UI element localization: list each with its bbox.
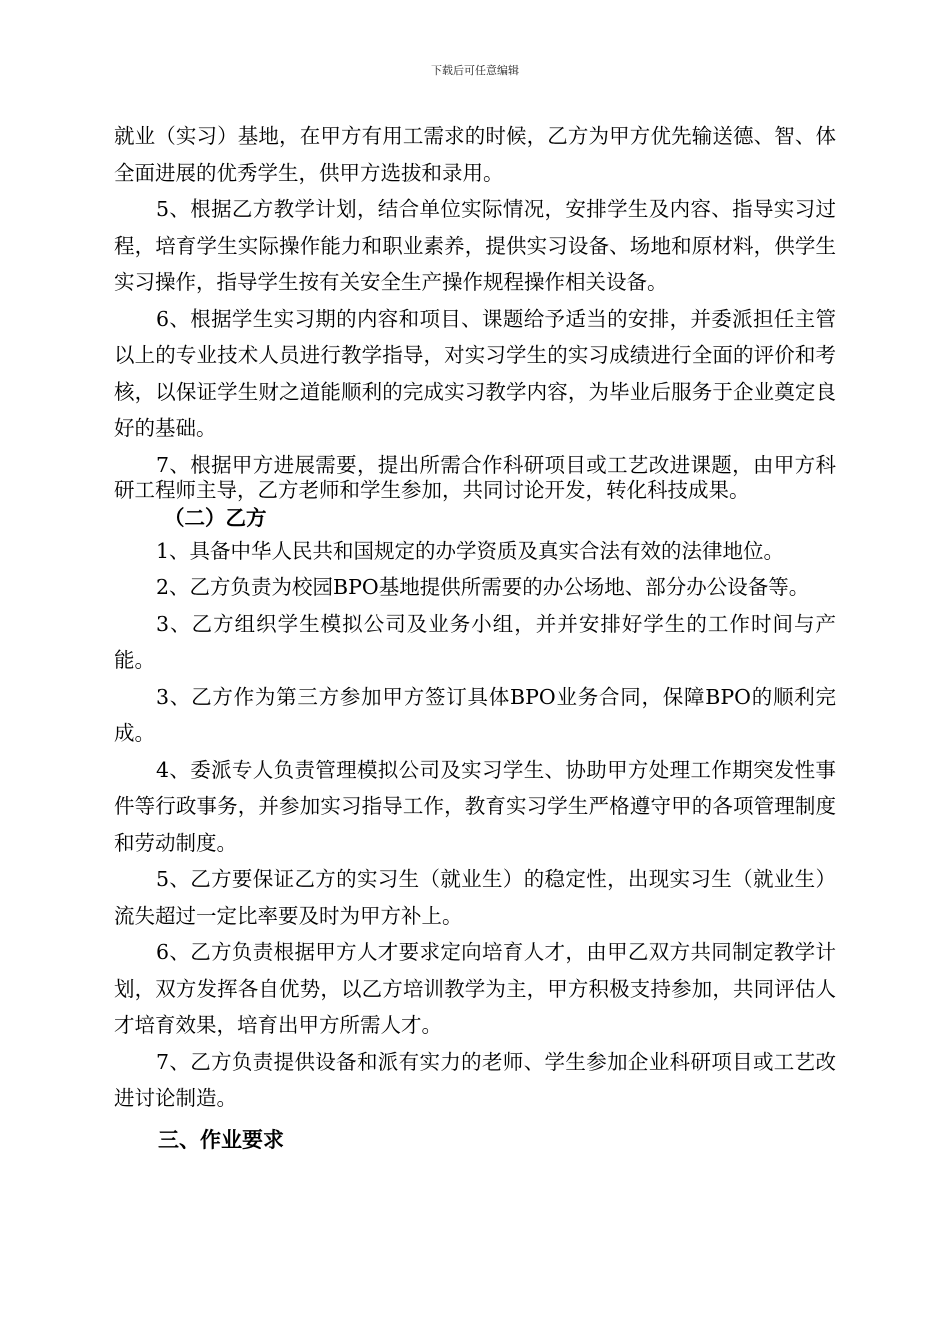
- paragraph-b-item-3b: 3、乙方作为第三方参加甲方签订具体BPO业务合同，保障BPO的顺利完成。: [114, 684, 836, 745]
- paragraph-item-5: 5、根据乙方教学计划，结合单位实际情况，安排学生及内容、指导实习过程，培育学生实际操作能力和职业素养，提供实习设备、场地和原材料，供学生实习操作，指导学生按有关安全生产操作规程操作相关设备。: [114, 197, 836, 294]
- paragraph-b-item-5: 5、乙方要保证乙方的实习生（就业生）的稳定性，出现实习生（就业生）流失超过一定比率要及时为甲方补上。: [114, 867, 836, 928]
- heading-work-requirements: 三、作业要求: [158, 1126, 284, 1152]
- page-header: 下载后可任意编辑: [431, 64, 519, 77]
- paragraph-b-item-2: 2、乙方负责为校园BPO基地提供所需要的办公场地、部分办公设备等。: [156, 575, 810, 599]
- paragraph-b-item-4: 4、委派专人负责管理模拟公司及实习学生、协助甲方处理工作期突发性事件等行政事务，并参加实习指导工作，教育实习学生严格遵守甲的各项管理制度和劳动制度。: [114, 757, 836, 855]
- paragraph-continuation: 就业（实习）基地，在甲方有用工需求的时候，乙方为甲方优先输送德、智、体全面进展的优秀学生，供甲方选拔和录用。: [114, 124, 836, 185]
- paragraph-b-item-6: 6、乙方负责根据甲方人才要求定向培育人才，由甲乙双方共同制定教学计划，双方发挥各自优势，以乙方培训教学为主，甲方积极支持参加，共同评估人才培育效果，培育出甲方所需人才。: [114, 940, 836, 1037]
- paragraph-item-7: 7、根据甲方进展需要，提出所需合作科研项目或工艺改进课题，由甲方科研工程师主导，乙方老师和学生参加，共同讨论开发，转化科技成果。: [114, 452, 836, 502]
- paragraph-item-6: 6、根据学生实习期的内容和项目、课题给予适当的安排，并委派担任主管以上的专业技术人员进行教学指导，对实习学生的实习成绩进行全面的评价和考核，以保证学生财之道能顺利的完成实习教学内容，为毕业后服务于企业奠定良好的基础。: [114, 306, 836, 440]
- section-title-party-b: （二）乙方: [164, 505, 267, 530]
- paragraph-b-item-7: 7、乙方负责提供设备和派有实力的老师、学生参加企业科研项目或工艺改进讨论制造。: [114, 1049, 836, 1110]
- document-body: [114, 118, 836, 1157]
- paragraph-b-item-1: 1、具备中华人民共和国规定的办学资质及真实合法有效的法律地位。: [156, 538, 785, 563]
- paragraph-b-item-3a: 3、乙方组织学生模拟公司及业务小组，并并安排好学生的工作时间与产能。: [114, 611, 836, 672]
